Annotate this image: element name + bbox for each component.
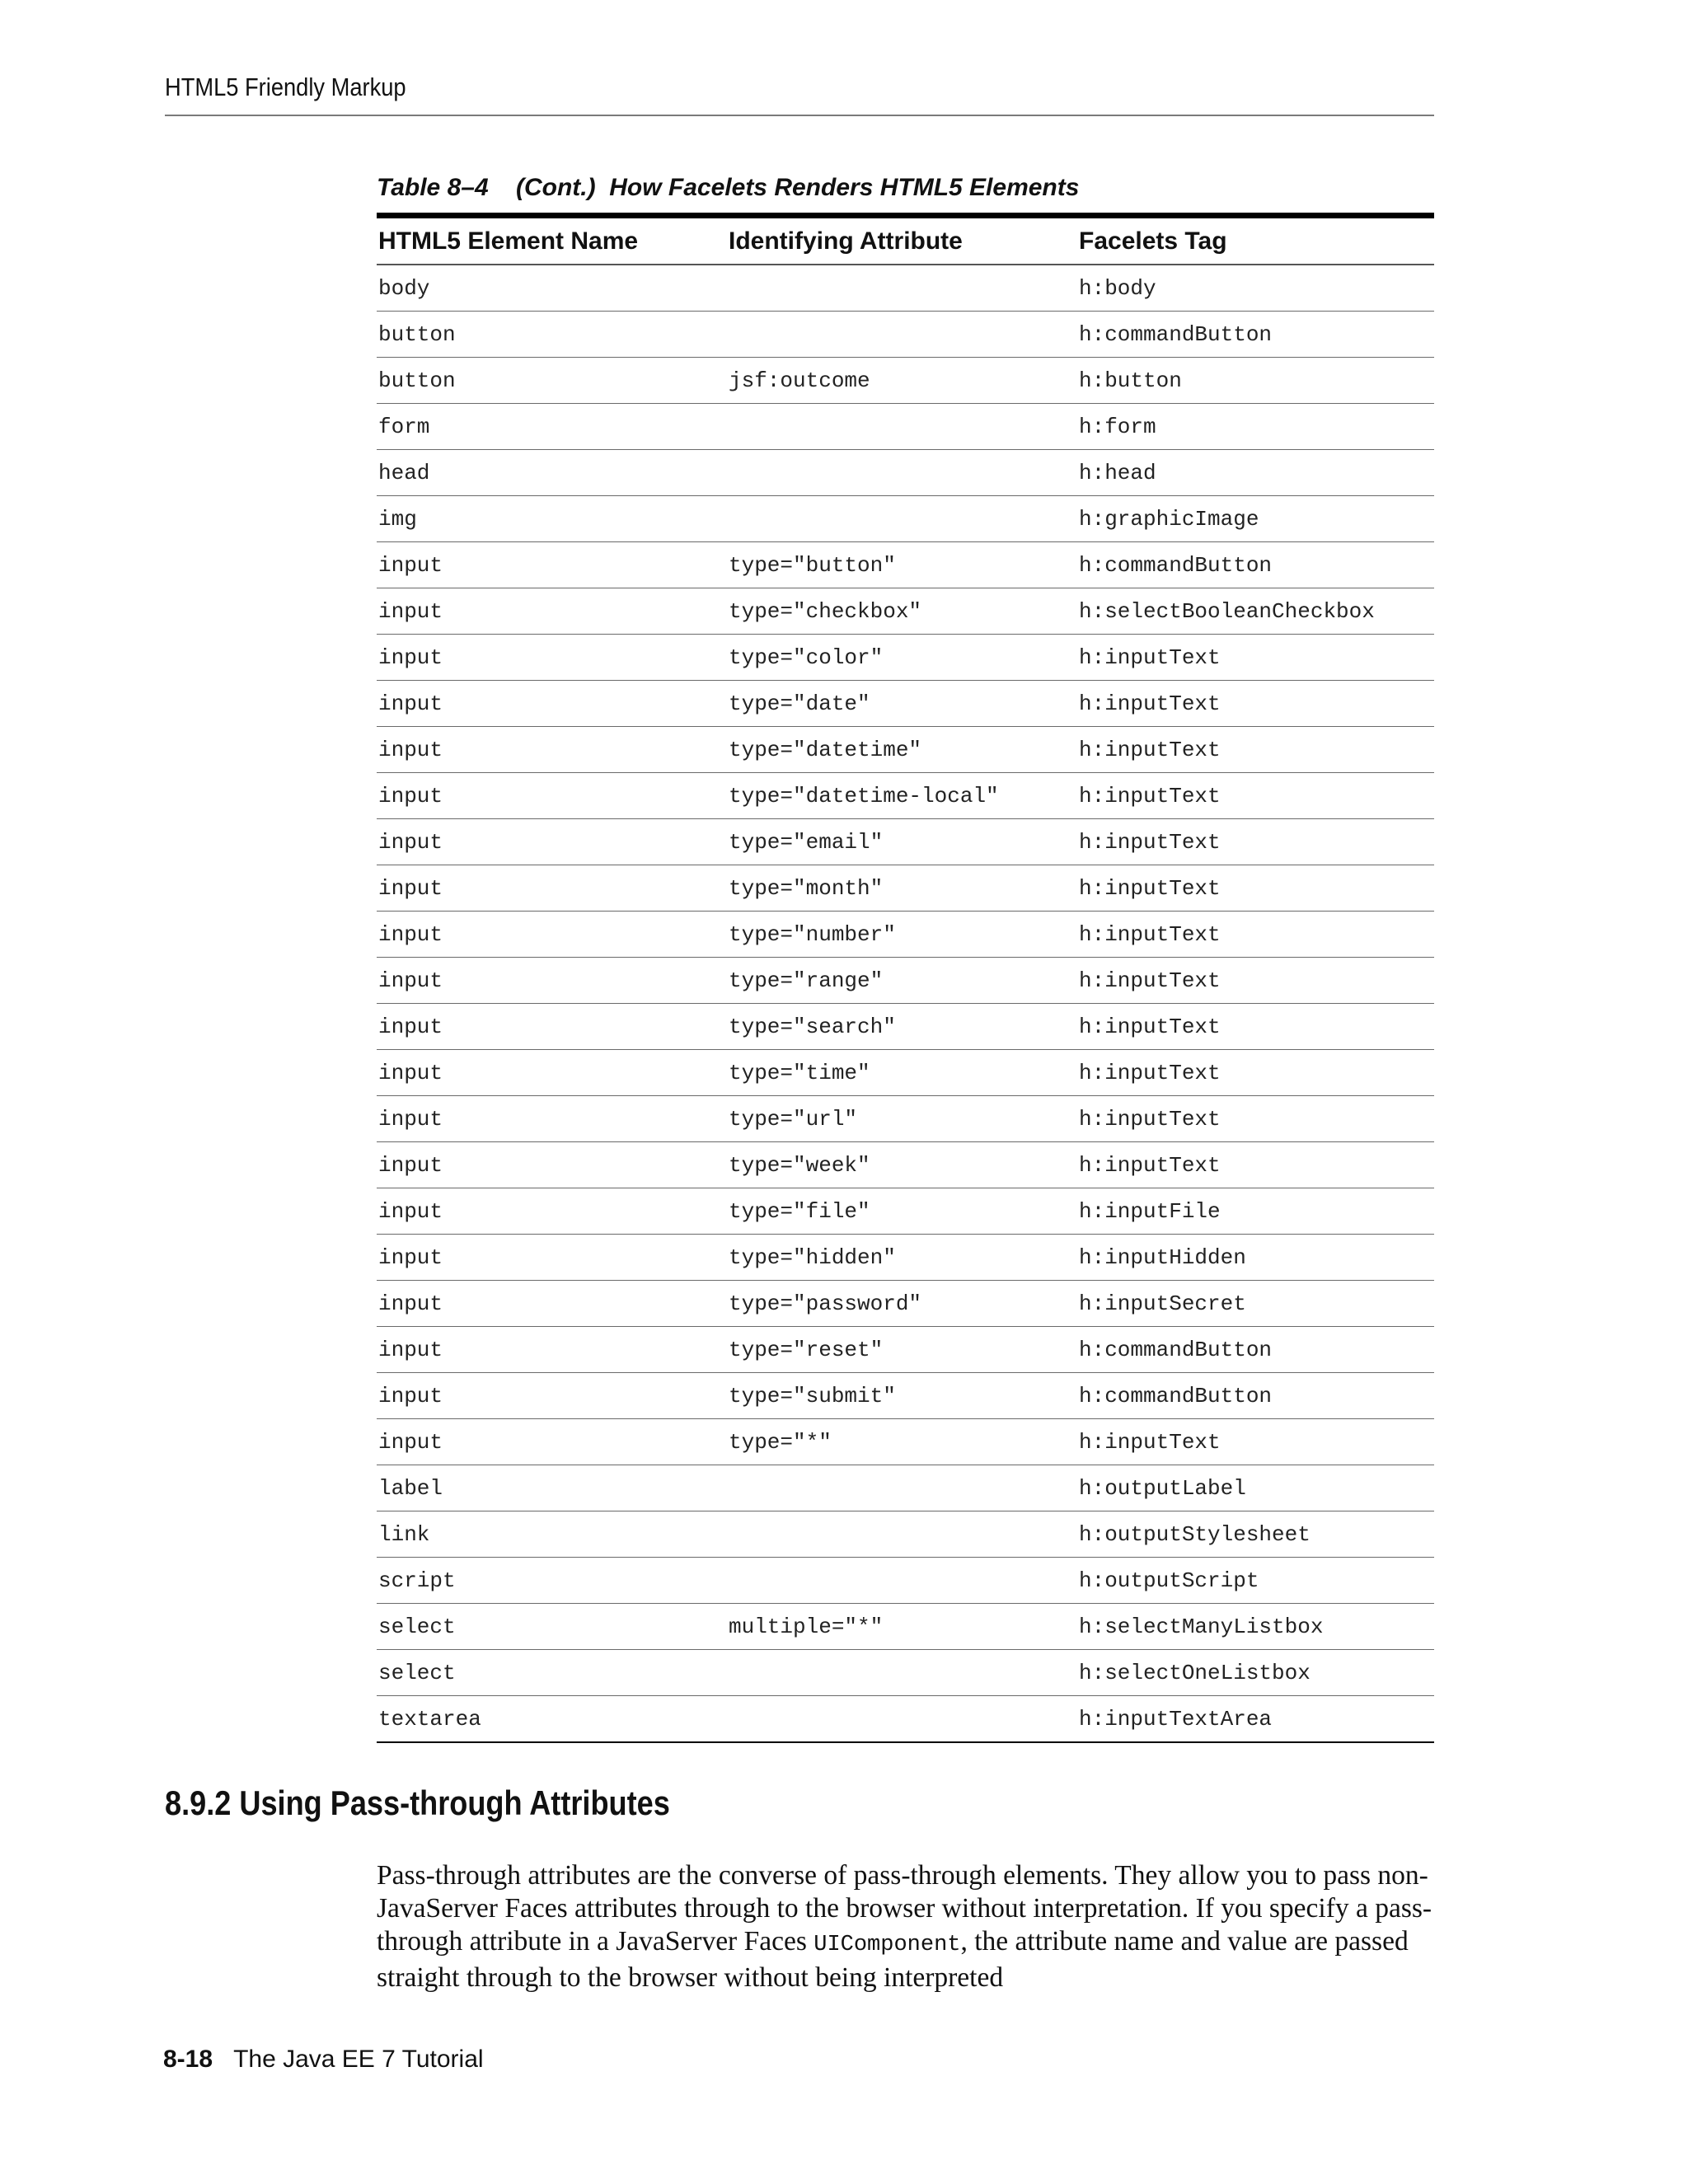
cell-facelets-tag: h:outputScript: [1077, 1558, 1434, 1604]
book-title: The Java EE 7 Tutorial: [233, 2046, 484, 2073]
cell-element-name: body: [377, 265, 727, 312]
cell-element-name: input: [377, 1004, 727, 1050]
cell-element-name: select: [377, 1650, 727, 1696]
cell-identifying-attribute: [727, 1465, 1077, 1511]
cell-element-name: input: [377, 542, 727, 588]
table-header-row: [377, 216, 1434, 265]
table-row: [377, 865, 1434, 912]
cell-identifying-attribute: type="button": [727, 542, 1077, 588]
cell-element-name: input: [377, 819, 727, 865]
cell-element-name: img: [377, 496, 727, 542]
table-row: [377, 1696, 1434, 1743]
page-number: 8-18: [163, 2046, 213, 2073]
table-row: [377, 681, 1434, 727]
column-header-identifying-attribute: Identifying Attribute: [727, 216, 1077, 265]
cell-identifying-attribute: [727, 1558, 1077, 1604]
cell-element-name: input: [377, 1373, 727, 1419]
cell-facelets-tag: h:commandButton: [1077, 1327, 1434, 1373]
cell-element-name: input: [377, 1327, 727, 1373]
section-heading: 8.9.2 Using Pass-through Attributes: [165, 1783, 670, 1822]
table-row: [377, 912, 1434, 958]
table-row: [377, 496, 1434, 542]
cell-element-name: input: [377, 1096, 727, 1142]
column-header-facelets-tag: Facelets Tag: [1077, 216, 1434, 265]
table-row: [377, 1650, 1434, 1696]
cell-identifying-attribute: [727, 404, 1077, 450]
cell-element-name: input: [377, 1188, 727, 1235]
cell-facelets-tag: h:commandButton: [1077, 542, 1434, 588]
cell-identifying-attribute: type="reset": [727, 1327, 1077, 1373]
table-row: [377, 542, 1434, 588]
table-container: [377, 171, 1434, 1743]
cell-facelets-tag: h:outputLabel: [1077, 1465, 1434, 1511]
cell-element-name: input: [377, 958, 727, 1004]
column-header-element-name: HTML5 Element Name: [377, 216, 727, 265]
cell-identifying-attribute: type="datetime": [727, 727, 1077, 773]
cell-identifying-attribute: type="password": [727, 1281, 1077, 1327]
section-paragraph: [377, 1859, 1440, 1994]
table-row: [377, 1096, 1434, 1142]
page-footer: [163, 2046, 484, 2074]
table-row: [377, 358, 1434, 404]
cell-identifying-attribute: [727, 312, 1077, 358]
cell-element-name: head: [377, 450, 727, 496]
cell-identifying-attribute: type="time": [727, 1050, 1077, 1096]
cell-facelets-tag: h:inputText: [1077, 912, 1434, 958]
cell-element-name: button: [377, 358, 727, 404]
cell-facelets-tag: h:form: [1077, 404, 1434, 450]
table-row: [377, 819, 1434, 865]
table-row: [377, 1004, 1434, 1050]
cell-identifying-attribute: [727, 1511, 1077, 1558]
cell-facelets-tag: h:selectManyListbox: [1077, 1604, 1434, 1650]
cell-facelets-tag: h:head: [1077, 450, 1434, 496]
cell-facelets-tag: h:inputText: [1077, 958, 1434, 1004]
table-row: [377, 1465, 1434, 1511]
cell-element-name: input: [377, 1281, 727, 1327]
cell-identifying-attribute: type="submit": [727, 1373, 1077, 1419]
cell-facelets-tag: h:inputText: [1077, 773, 1434, 819]
cell-facelets-tag: h:inputText: [1077, 681, 1434, 727]
cell-element-name: input: [377, 727, 727, 773]
table-row: [377, 1373, 1434, 1419]
cell-element-name: input: [377, 773, 727, 819]
table-row: [377, 1558, 1434, 1604]
cell-facelets-tag: h:commandButton: [1077, 1373, 1434, 1419]
cell-identifying-attribute: type="color": [727, 635, 1077, 681]
table-row: [377, 588, 1434, 635]
cell-facelets-tag: h:inputText: [1077, 727, 1434, 773]
cell-facelets-tag: h:inputText: [1077, 1050, 1434, 1096]
cell-element-name: input: [377, 1050, 727, 1096]
cell-identifying-attribute: type="week": [727, 1142, 1077, 1188]
cell-facelets-tag: h:inputFile: [1077, 1188, 1434, 1235]
header-rule: [165, 115, 1434, 116]
cell-identifying-attribute: type="file": [727, 1188, 1077, 1235]
paragraph-text-end: , the attribute name and value are passed straight through to the browser without being interpreted: [377, 1925, 1409, 1993]
table-row: [377, 1050, 1434, 1096]
cell-identifying-attribute: type="email": [727, 819, 1077, 865]
cell-facelets-tag: h:inputText: [1077, 635, 1434, 681]
cell-element-name: input: [377, 865, 727, 912]
table-row: [377, 1419, 1434, 1465]
cell-identifying-attribute: [727, 496, 1077, 542]
cell-identifying-attribute: type="number": [727, 912, 1077, 958]
cell-element-name: button: [377, 312, 727, 358]
cell-facelets-tag: h:inputSecret: [1077, 1281, 1434, 1327]
running-header: HTML5 Friendly Markup: [165, 73, 406, 101]
cell-facelets-tag: h:graphicImage: [1077, 496, 1434, 542]
table-row: [377, 1327, 1434, 1373]
table-row: [377, 1511, 1434, 1558]
cell-facelets-tag: h:selectBooleanCheckbox: [1077, 588, 1434, 635]
table-row: [377, 312, 1434, 358]
cell-facelets-tag: h:outputStylesheet: [1077, 1511, 1434, 1558]
cell-facelets-tag: h:selectOneListbox: [1077, 1650, 1434, 1696]
cell-identifying-attribute: type="url": [727, 1096, 1077, 1142]
cell-identifying-attribute: type="range": [727, 958, 1077, 1004]
cell-facelets-tag: h:inputHidden: [1077, 1235, 1434, 1281]
table-row: [377, 450, 1434, 496]
cell-facelets-tag: h:inputTextArea: [1079, 1706, 1273, 1732]
cell-element-name: input: [377, 1419, 727, 1465]
table-row: [377, 1281, 1434, 1327]
cell-facelets-tag: h:inputText: [1077, 819, 1434, 865]
table-row: [377, 404, 1434, 450]
cell-element-name: input: [377, 912, 727, 958]
cell-facelets-tag: h:body: [1077, 265, 1434, 312]
cell-element-name: script: [377, 1558, 727, 1604]
cell-identifying-attribute: type="date": [727, 681, 1077, 727]
cell-facelets-tag: h:inputText: [1077, 865, 1434, 912]
cell-identifying-attribute: type="search": [727, 1004, 1077, 1050]
cell-identifying-attribute: type="hidden": [727, 1235, 1077, 1281]
cell-identifying-attribute: [727, 450, 1077, 496]
cell-facelets-tag: h:inputText: [1077, 1096, 1434, 1142]
cell-identifying-attribute: type="*": [727, 1419, 1077, 1465]
table-row: [377, 1142, 1434, 1188]
cell-identifying-attribute: jsf:outcome: [727, 358, 1077, 404]
table-row: [377, 727, 1434, 773]
paragraph-text-start: Pass-through attributes are the converse of pass-through elements. They allow you to pass non-JavaServer Faces attributes through to the browser without interpretation. If you specify a pass-through attribute in a JavaServer Faces: [377, 1859, 1432, 1957]
table-row: [377, 958, 1434, 1004]
cell-identifying-attribute: type="datetime-local": [727, 773, 1077, 819]
cell-element-name: input: [377, 1142, 727, 1188]
cell-element-name: textarea: [378, 1706, 481, 1732]
facelets-html5-table: [377, 213, 1434, 1743]
cell-identifying-attribute: type="checkbox": [727, 588, 1077, 635]
cell-element-name: label: [377, 1465, 727, 1511]
table-row: [377, 635, 1434, 681]
table-caption: Table 8–4 (Cont.) How Facelets Renders HTML5 Elements: [377, 174, 1080, 201]
cell-identifying-attribute: [727, 1696, 1077, 1743]
cell-identifying-attribute: [727, 265, 1077, 312]
cell-identifying-attribute: type="month": [727, 865, 1077, 912]
cell-facelets-tag: h:inputText: [1077, 1419, 1434, 1465]
cell-element-name: form: [377, 404, 727, 450]
cell-facelets-tag: h:button: [1077, 358, 1434, 404]
table-row: [377, 1235, 1434, 1281]
cell-facelets-tag: h:inputText: [1077, 1142, 1434, 1188]
cell-element-name: link: [377, 1511, 727, 1558]
cell-facelets-tag: h:commandButton: [1077, 312, 1434, 358]
cell-facelets-tag: h:inputText: [1077, 1004, 1434, 1050]
table-row: [377, 265, 1434, 312]
cell-identifying-attribute: [727, 1650, 1077, 1696]
cell-element-name: input: [377, 681, 727, 727]
table-row: [377, 773, 1434, 819]
inline-code: UIComponent: [814, 1932, 961, 1957]
table-body: [377, 265, 1434, 1742]
table-row: [377, 1188, 1434, 1235]
table-row: [377, 1604, 1434, 1650]
cell-element-name: select: [377, 1604, 727, 1650]
cell-identifying-attribute: multiple="*": [727, 1604, 1077, 1650]
cell-element-name: input: [377, 635, 727, 681]
cell-element-name: input: [377, 1235, 727, 1281]
cell-element-name: input: [377, 588, 727, 635]
